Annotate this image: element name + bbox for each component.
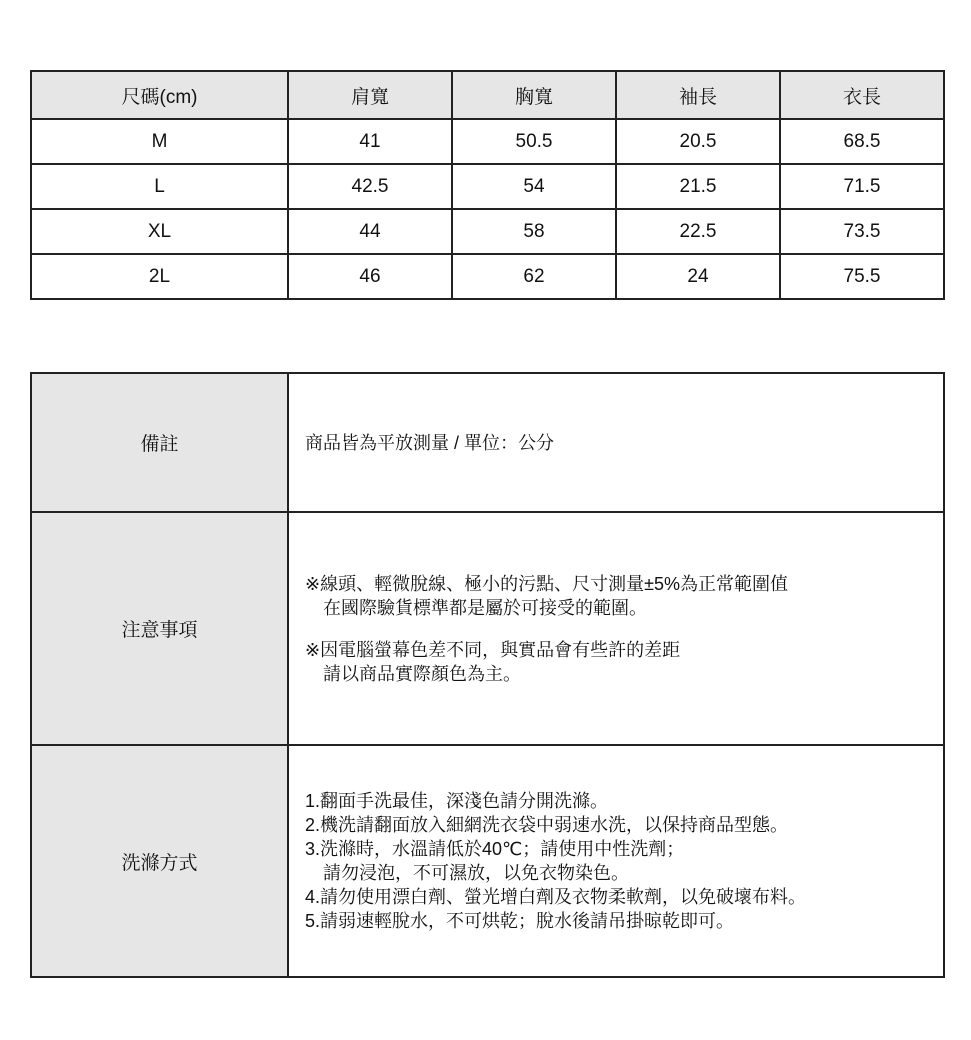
header-chest: 胸寬 xyxy=(452,71,616,119)
size-cell: 2L xyxy=(31,254,288,299)
wash-content xyxy=(288,745,944,977)
length-cell: 73.5 xyxy=(780,209,944,254)
remark-text: 商品皆為平放測量 / 單位：公分 xyxy=(288,373,944,512)
header-size: 尺碼(cm) xyxy=(31,71,288,119)
shoulder-cell: 42.5 xyxy=(288,164,452,209)
caution-line: 請以商品實際顏色為主。 xyxy=(323,663,521,684)
table-row xyxy=(31,254,944,299)
sleeve-cell: 22.5 xyxy=(616,209,780,254)
remark-label: 備註 xyxy=(31,373,288,512)
shoulder-cell: 41 xyxy=(288,119,452,164)
chest-cell: 54 xyxy=(452,164,616,209)
length-cell: 68.5 xyxy=(780,119,944,164)
wash-line: 2.機洗請翻面放入細網洗衣袋中弱速水洗，以保持商品型態。 xyxy=(305,815,789,835)
wash-label: 洗滌方式 xyxy=(31,745,288,977)
caution-line: ※因電腦螢幕色差不同，與實品會有些許的差距 xyxy=(305,639,681,660)
size-header-row xyxy=(31,71,944,119)
chest-cell: 50.5 xyxy=(452,119,616,164)
notes-table xyxy=(30,372,945,978)
chest-cell: 58 xyxy=(452,209,616,254)
wash-line: 1.翻面手洗最佳，深淺色請分開洗滌。 xyxy=(305,791,609,811)
caution-line: ※線頭、輕微脫線、極小的污點、尺寸測量±5%為正常範圍值 xyxy=(305,573,788,594)
sleeve-cell: 20.5 xyxy=(616,119,780,164)
wash-line: 請勿浸泡，不可濕放，以免衣物染色。 xyxy=(323,863,629,883)
size-cell: XL xyxy=(31,209,288,254)
shoulder-cell: 44 xyxy=(288,209,452,254)
sleeve-cell: 21.5 xyxy=(616,164,780,209)
wash-row xyxy=(31,745,944,977)
size-chart-table xyxy=(30,70,945,300)
chest-cell: 62 xyxy=(452,254,616,299)
table-row xyxy=(31,119,944,164)
wash-line: 5.請弱速輕脫水，不可烘乾；脫水後請吊掛晾乾即可。 xyxy=(305,911,735,931)
caution-content xyxy=(288,512,944,745)
wash-line: 3.洗滌時，水溫請低於40℃；請使用中性洗劑； xyxy=(305,839,685,859)
remark-row xyxy=(31,373,944,512)
table-row xyxy=(31,209,944,254)
table-row xyxy=(31,164,944,209)
caution-line: 在國際驗貨標準都是屬於可接受的範圍。 xyxy=(323,597,647,618)
length-cell: 75.5 xyxy=(780,254,944,299)
header-sleeve: 袖長 xyxy=(616,71,780,119)
line-gap xyxy=(305,620,943,638)
header-length: 衣長 xyxy=(780,71,944,119)
size-cell: L xyxy=(31,164,288,209)
shoulder-cell: 46 xyxy=(288,254,452,299)
caution-label: 注意事項 xyxy=(31,512,288,745)
size-cell: M xyxy=(31,119,288,164)
wash-line: 4.請勿使用漂白劑、螢光增白劑及衣物柔軟劑，以免破壞布料。 xyxy=(305,887,807,907)
header-shoulder: 肩寬 xyxy=(288,71,452,119)
length-cell: 71.5 xyxy=(780,164,944,209)
sleeve-cell: 24 xyxy=(616,254,780,299)
caution-row xyxy=(31,512,944,745)
